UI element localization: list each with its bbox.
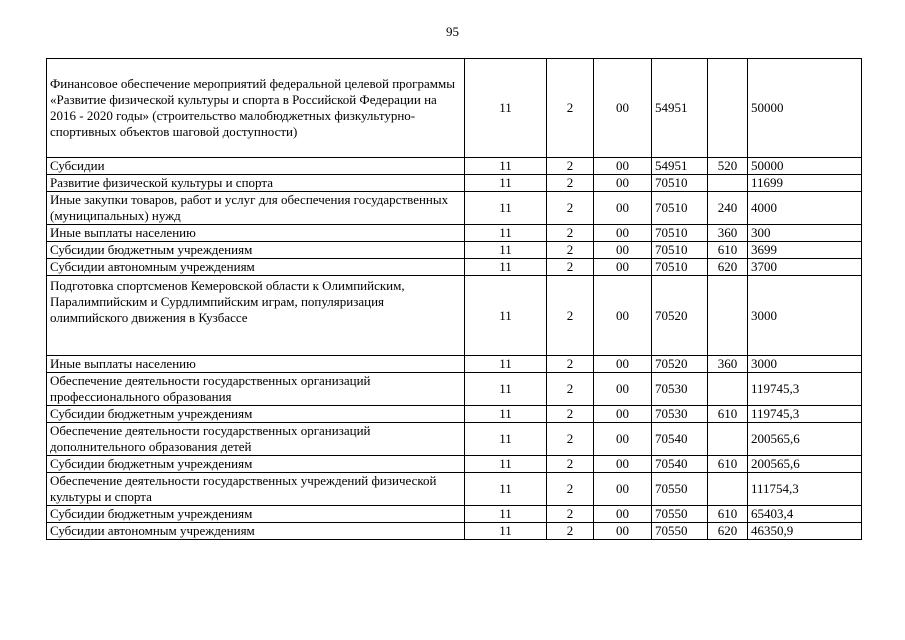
- row-section: 11: [465, 158, 547, 175]
- table-row: [47, 423, 862, 456]
- row-name: Субсидии бюджетным учреждениям: [47, 456, 465, 473]
- row-subsection: 2: [547, 59, 594, 158]
- row-article: 70510: [652, 242, 708, 259]
- row-program: 00: [594, 225, 652, 242]
- row-section: 11: [465, 523, 547, 540]
- row-section: 11: [465, 356, 547, 373]
- row-program: 00: [594, 158, 652, 175]
- row-section: 11: [465, 506, 547, 523]
- row-article: 54951: [652, 158, 708, 175]
- row-subsection: 2: [547, 406, 594, 423]
- row-article: 70550: [652, 506, 708, 523]
- row-section: 11: [465, 225, 547, 242]
- row-article: 70540: [652, 423, 708, 456]
- row-name: Иные выплаты населению: [47, 225, 465, 242]
- row-subsection: 2: [547, 356, 594, 373]
- row-amount: 11699: [748, 175, 862, 192]
- row-name: Подготовка спортсменов Кемеровской области к Олимпийским, Паралимпийским и Сурдлимпийским играм, популяризация олимпийского движения в Кузбассе: [47, 276, 465, 356]
- row-expense-type: 360: [708, 225, 748, 242]
- row-article: 70530: [652, 406, 708, 423]
- row-program: 00: [594, 259, 652, 276]
- row-program: 00: [594, 59, 652, 158]
- row-program: 00: [594, 406, 652, 423]
- table-row: [47, 276, 862, 356]
- row-program: 00: [594, 373, 652, 406]
- table-row: [47, 59, 862, 158]
- row-program: 00: [594, 276, 652, 356]
- row-amount: 4000: [748, 192, 862, 225]
- row-section: 11: [465, 456, 547, 473]
- row-section: 11: [465, 242, 547, 259]
- row-program: 00: [594, 456, 652, 473]
- row-section: 11: [465, 423, 547, 456]
- table-row: [47, 456, 862, 473]
- row-subsection: 2: [547, 276, 594, 356]
- row-name: Иные закупки товаров, работ и услуг для обеспечения государственных (муниципальных) нужд: [47, 192, 465, 225]
- table-row: [47, 259, 862, 276]
- row-expense-type: 360: [708, 356, 748, 373]
- row-article: 70540: [652, 456, 708, 473]
- row-amount: 3699: [748, 242, 862, 259]
- row-article: 54951: [652, 59, 708, 158]
- row-section: 11: [465, 175, 547, 192]
- row-name: Развитие физической культуры и спорта: [47, 175, 465, 192]
- row-article: 70510: [652, 192, 708, 225]
- row-program: 00: [594, 356, 652, 373]
- row-name: Финансовое обеспечение мероприятий федеральной целевой программы «Развитие физической культуры и спорта в Российской Федерации на 2016 - 2020 годы» (строительство малобюджетных физкультурно-спортивных объектов шаговой доступности): [47, 59, 465, 158]
- row-article: 70510: [652, 259, 708, 276]
- row-name: Обеспечение деятельности государственных организаций дополнительного образования детей: [47, 423, 465, 456]
- table-row: [47, 523, 862, 540]
- row-subsection: 2: [547, 506, 594, 523]
- row-subsection: 2: [547, 523, 594, 540]
- row-amount: 111754,3: [748, 473, 862, 506]
- row-subsection: 2: [547, 423, 594, 456]
- row-name: Иные выплаты населению: [47, 356, 465, 373]
- row-expense-type: 620: [708, 259, 748, 276]
- row-subsection: 2: [547, 242, 594, 259]
- row-expense-type: [708, 276, 748, 356]
- row-program: 00: [594, 192, 652, 225]
- row-amount: 119745,3: [748, 406, 862, 423]
- row-name: Субсидии: [47, 158, 465, 175]
- row-article: 70520: [652, 276, 708, 356]
- row-expense-type: [708, 175, 748, 192]
- row-amount: 65403,4: [748, 506, 862, 523]
- row-expense-type: [708, 473, 748, 506]
- row-expense-type: [708, 373, 748, 406]
- row-expense-type: 620: [708, 523, 748, 540]
- row-expense-type: 610: [708, 456, 748, 473]
- row-expense-type: 520: [708, 158, 748, 175]
- row-section: 11: [465, 276, 547, 356]
- row-program: 00: [594, 523, 652, 540]
- row-subsection: 2: [547, 456, 594, 473]
- row-article: 70520: [652, 356, 708, 373]
- table-row: [47, 225, 862, 242]
- row-expense-type: 240: [708, 192, 748, 225]
- row-subsection: 2: [547, 192, 594, 225]
- row-amount: 46350,9: [748, 523, 862, 540]
- table-row: [47, 175, 862, 192]
- table-row: [47, 506, 862, 523]
- table-row: [47, 373, 862, 406]
- row-section: 11: [465, 192, 547, 225]
- row-amount: 50000: [748, 59, 862, 158]
- row-program: 00: [594, 506, 652, 523]
- row-name: Субсидии автономным учреждениям: [47, 259, 465, 276]
- row-section: 11: [465, 406, 547, 423]
- row-program: 00: [594, 423, 652, 456]
- row-section: 11: [465, 473, 547, 506]
- table-row: [47, 406, 862, 423]
- row-subsection: 2: [547, 158, 594, 175]
- row-section: 11: [465, 59, 547, 158]
- row-amount: 200565,6: [748, 456, 862, 473]
- row-amount: 300: [748, 225, 862, 242]
- row-article: 70550: [652, 523, 708, 540]
- row-amount: 119745,3: [748, 373, 862, 406]
- row-expense-type: 610: [708, 242, 748, 259]
- row-amount: 50000: [748, 158, 862, 175]
- row-name: Обеспечение деятельности государственных учреждений физической культуры и спорта: [47, 473, 465, 506]
- row-program: 00: [594, 175, 652, 192]
- row-expense-type: 610: [708, 506, 748, 523]
- table-row: [47, 473, 862, 506]
- table-row: [47, 158, 862, 175]
- row-subsection: 2: [547, 175, 594, 192]
- row-amount: 3000: [748, 356, 862, 373]
- row-section: 11: [465, 259, 547, 276]
- row-subsection: 2: [547, 473, 594, 506]
- table-row: [47, 242, 862, 259]
- row-expense-type: 610: [708, 406, 748, 423]
- row-article: 70510: [652, 225, 708, 242]
- row-article: 70550: [652, 473, 708, 506]
- row-amount: 3000: [748, 276, 862, 356]
- row-expense-type: [708, 423, 748, 456]
- row-name: Субсидии бюджетным учреждениям: [47, 506, 465, 523]
- row-name: Субсидии бюджетным учреждениям: [47, 406, 465, 423]
- row-article: 70510: [652, 175, 708, 192]
- table-row: [47, 356, 862, 373]
- row-section: 11: [465, 373, 547, 406]
- row-amount: 3700: [748, 259, 862, 276]
- row-expense-type: [708, 59, 748, 158]
- row-amount: 200565,6: [748, 423, 862, 456]
- table-row: [47, 192, 862, 225]
- row-article: 70530: [652, 373, 708, 406]
- row-name: Субсидии автономным учреждениям: [47, 523, 465, 540]
- row-subsection: 2: [547, 373, 594, 406]
- page-number: 95: [446, 24, 459, 39]
- row-subsection: 2: [547, 259, 594, 276]
- row-program: 00: [594, 473, 652, 506]
- row-subsection: 2: [547, 225, 594, 242]
- row-name: Обеспечение деятельности государственных организаций профессионального образования: [47, 373, 465, 406]
- row-program: 00: [594, 242, 652, 259]
- row-name: Субсидии бюджетным учреждениям: [47, 242, 465, 259]
- budget-table: [46, 58, 862, 540]
